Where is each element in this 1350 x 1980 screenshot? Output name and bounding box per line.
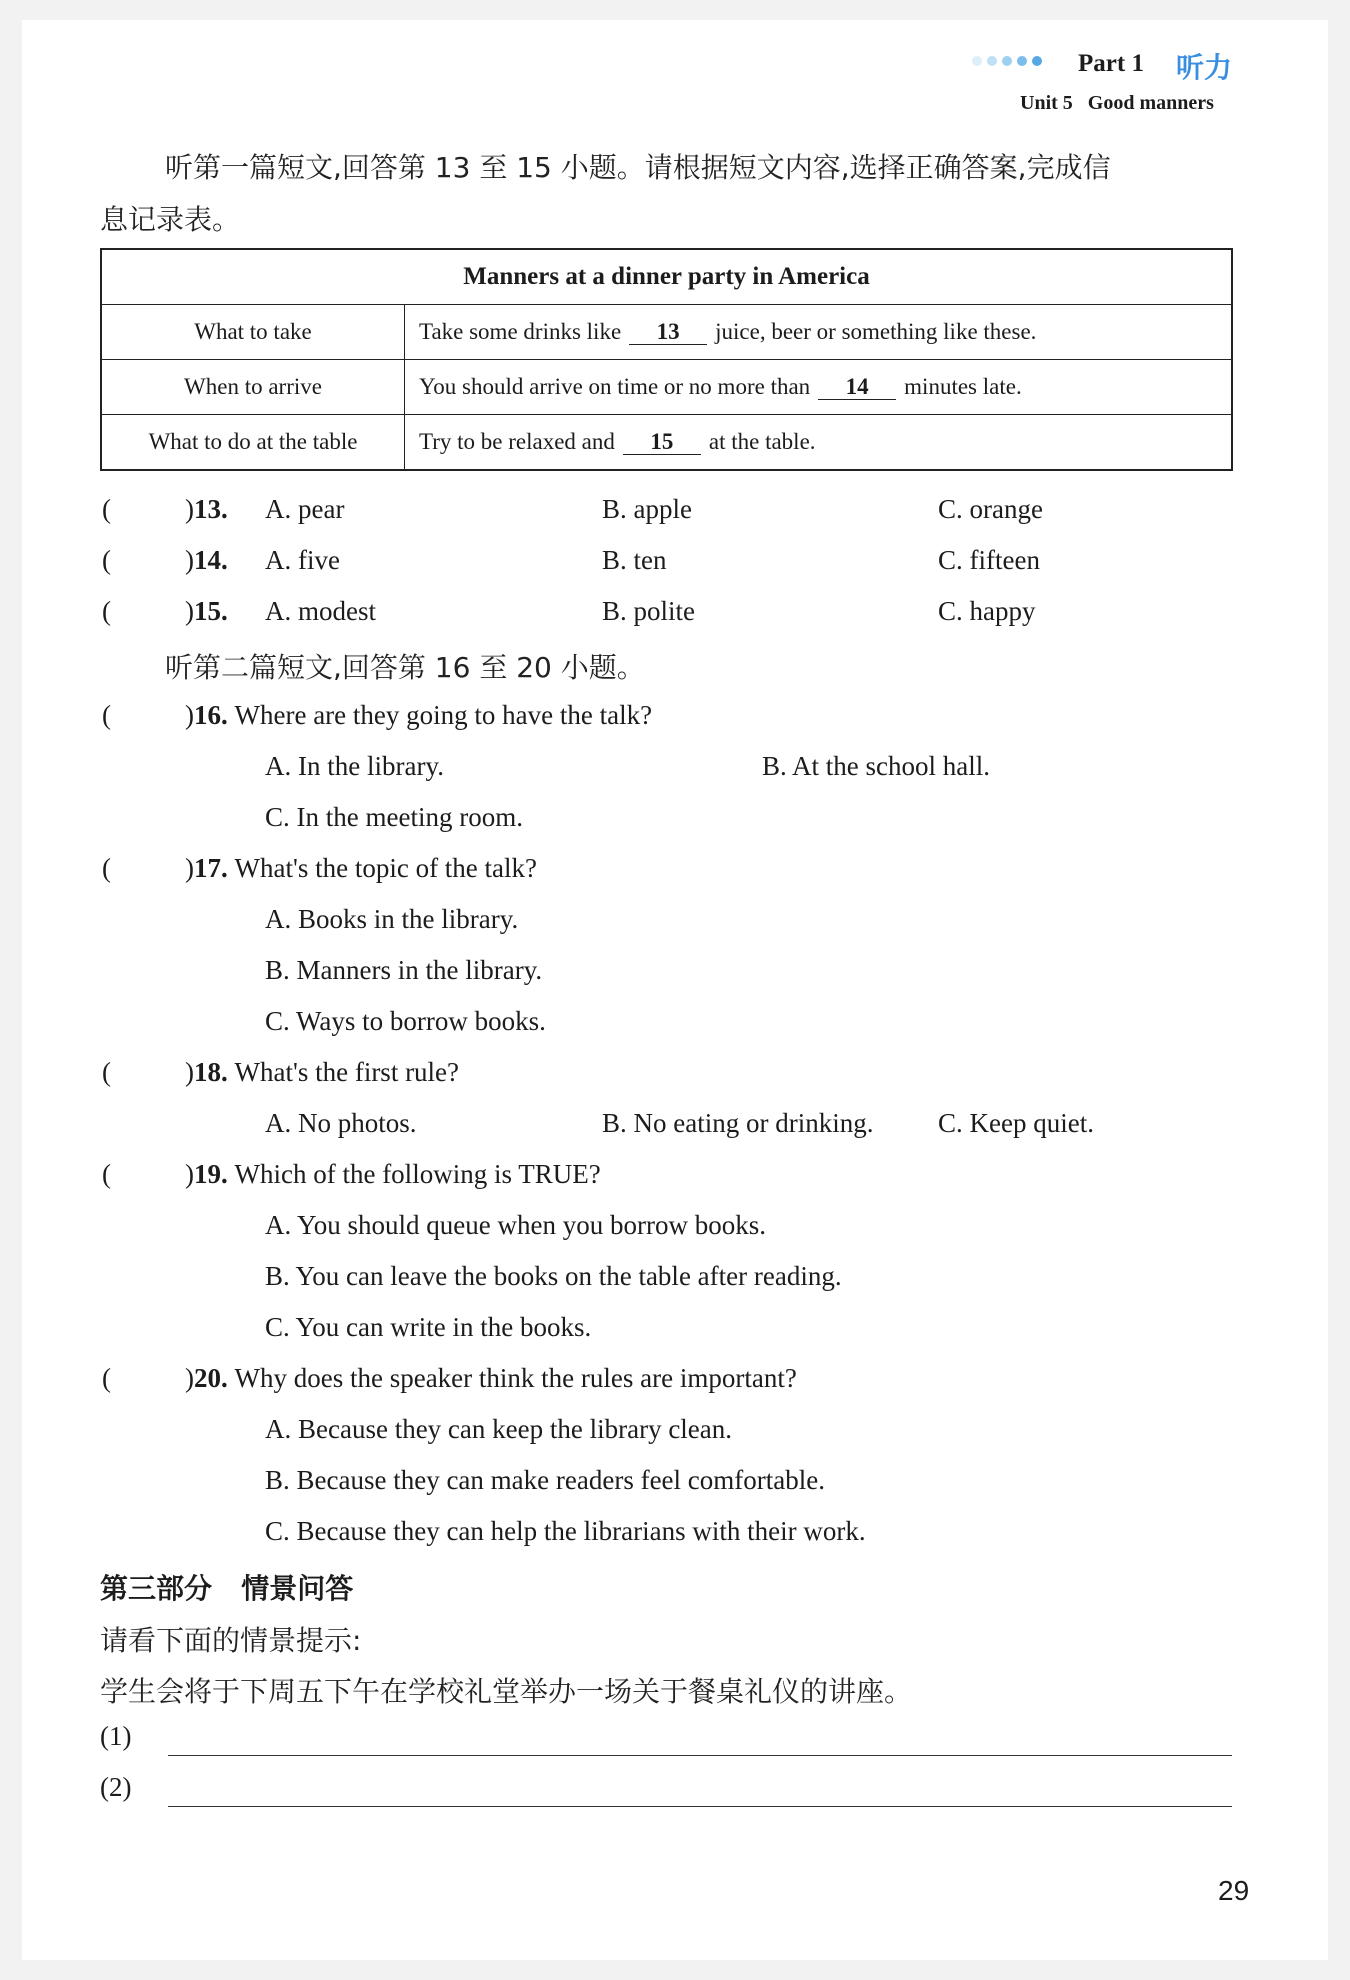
answer-paren-close: ): [185, 494, 194, 524]
table-title-row: [101, 249, 1232, 305]
table-row: [101, 305, 1232, 360]
answer-label-1: (1): [100, 1721, 132, 1751]
option-a[interactable]: A. five: [265, 545, 340, 575]
question-number: 14.: [194, 545, 228, 575]
question-number: 18.: [194, 1057, 228, 1087]
blank-13[interactable]: 13: [629, 320, 707, 345]
dot-icon: [972, 56, 982, 66]
option-b[interactable]: B. You can leave the books on the table after reading.: [265, 1261, 842, 1291]
option-a[interactable]: A. You should queue when you borrow books.: [265, 1210, 766, 1240]
question-number: 15.: [194, 596, 228, 626]
table-row-content: [405, 415, 1233, 471]
section3-scenario: 学生会将于下周五下午在学校礼堂举办一场关于餐桌礼仪的讲座。: [100, 1675, 913, 1708]
table-row-content: [405, 360, 1233, 415]
answer-paren-open[interactable]: (: [102, 1363, 111, 1393]
question-text: Which of the following is TRUE?: [234, 1159, 601, 1189]
section3-prompt: 请看下面的情景提示:: [100, 1624, 362, 1657]
row-text-after: at the table.: [708, 429, 816, 454]
answer-paren-open[interactable]: (: [102, 700, 111, 730]
info-table: [100, 248, 1233, 471]
option-a[interactable]: A. Books in the library.: [265, 904, 519, 934]
option-b[interactable]: B. ten: [602, 545, 667, 575]
question-19: [185, 1159, 601, 1190]
option-c[interactable]: C. orange: [938, 494, 1043, 524]
answer-paren-open[interactable]: (: [102, 545, 111, 575]
question-16: [185, 700, 652, 731]
question-number: 13.: [194, 494, 228, 524]
header-dots: [972, 46, 1042, 76]
option-a[interactable]: A. In the library.: [265, 751, 444, 781]
question-text: What's the first rule?: [234, 1057, 460, 1087]
blank-14[interactable]: 14: [818, 375, 896, 400]
section3-title: 第三部分: [100, 1572, 213, 1605]
option-b[interactable]: B. apple: [602, 494, 692, 524]
question-text: What's the topic of the talk?: [234, 853, 538, 883]
answer-label-2: (2): [100, 1772, 132, 1802]
option-c[interactable]: C. Keep quiet.: [938, 1108, 1094, 1138]
answer-paren-open[interactable]: (: [102, 1057, 111, 1087]
question-20: [185, 1363, 797, 1394]
question-13: [185, 494, 228, 525]
question-text: Where are they going to have the talk?: [234, 700, 653, 730]
table-title: Manners at a dinner party in America: [101, 249, 1232, 305]
question-number: 16.: [194, 700, 228, 730]
option-c[interactable]: C. happy: [938, 596, 1036, 626]
answer-paren-open[interactable]: (: [102, 853, 111, 883]
option-b[interactable]: B. Manners in the library.: [265, 955, 543, 985]
unit-title: Good manners: [1087, 92, 1214, 114]
table-row: [101, 360, 1232, 415]
header-part: Part 1: [1078, 50, 1144, 77]
table-row-label: What to do at the table: [101, 415, 405, 471]
answer-paren-close: ): [185, 700, 194, 730]
answer-paren-close: ): [185, 1057, 194, 1087]
option-b[interactable]: B. No eating or drinking.: [602, 1108, 874, 1138]
answer-paren-open[interactable]: (: [102, 1159, 111, 1189]
row-text-before: You should arrive on time or no more than: [419, 374, 811, 399]
question-number: 19.: [194, 1159, 228, 1189]
row-text-after: minutes late.: [904, 374, 1022, 399]
dot-icon: [987, 56, 997, 66]
option-c[interactable]: C. Ways to borrow books.: [265, 1006, 546, 1036]
section3-heading: [100, 1567, 353, 1607]
question-text: Why does the speaker think the rules are important?: [234, 1363, 797, 1393]
answer-paren-open[interactable]: (: [102, 596, 111, 626]
option-a[interactable]: A. pear: [265, 494, 345, 524]
unit-number: Unit 5: [1020, 92, 1073, 114]
intro1-line2: 息记录表。: [100, 203, 241, 236]
table-row-content: [405, 305, 1233, 360]
answer-line-1[interactable]: [168, 1755, 1232, 1756]
blank-15[interactable]: 15: [623, 430, 701, 455]
header-unit: [1020, 92, 1214, 115]
question-number: 17.: [194, 853, 228, 883]
intro2: 听第二篇短文,回答第 16 至 20 小题。: [165, 651, 645, 684]
option-a[interactable]: A. Because they can keep the library clean.: [265, 1414, 733, 1444]
table-row: [101, 415, 1232, 471]
table-row-label: What to take: [101, 305, 405, 360]
row-text-after: juice, beer or something like these.: [715, 319, 1037, 344]
page-number: 29: [1218, 1875, 1250, 1906]
question-18: [185, 1057, 459, 1088]
answer-paren-close: ): [185, 545, 194, 575]
header-section: 听力: [1176, 51, 1233, 84]
answer-paren-close: ): [185, 1159, 194, 1189]
dot-icon: [1017, 56, 1027, 66]
option-c[interactable]: C. fifteen: [938, 545, 1040, 575]
section3-subtitle: 情景问答: [241, 1572, 354, 1605]
row-text-before: Try to be relaxed and: [419, 429, 615, 454]
option-c[interactable]: C. Because they can help the librarians with their work.: [265, 1516, 866, 1546]
question-number: 20.: [194, 1363, 228, 1393]
question-15: [185, 596, 228, 627]
option-b[interactable]: B. Because they can make readers feel comfortable.: [265, 1465, 825, 1495]
question-14: [185, 545, 228, 576]
option-c[interactable]: C. You can write in the books.: [265, 1312, 592, 1342]
option-b[interactable]: B. At the school hall.: [762, 751, 990, 781]
question-17: [185, 853, 537, 884]
intro1-line1: 听第一篇短文,回答第 13 至 15 小题。请根据短文内容,选择正确答案,完成信: [165, 151, 1111, 184]
answer-paren-close: ): [185, 1363, 194, 1393]
option-a[interactable]: A. modest: [265, 596, 376, 626]
answer-line-2[interactable]: [168, 1806, 1232, 1807]
option-a[interactable]: A. No photos.: [265, 1108, 417, 1138]
option-b[interactable]: B. polite: [602, 596, 695, 626]
answer-paren-open[interactable]: (: [102, 494, 111, 524]
dot-icon: [1002, 56, 1012, 66]
table-row-label: When to arrive: [101, 360, 405, 415]
answer-paren-close: ): [185, 853, 194, 883]
dot-icon: [1032, 56, 1042, 66]
row-text-before: Take some drinks like: [419, 319, 622, 344]
option-c[interactable]: C. In the meeting room.: [265, 802, 523, 832]
answer-paren-close: ): [185, 596, 194, 626]
